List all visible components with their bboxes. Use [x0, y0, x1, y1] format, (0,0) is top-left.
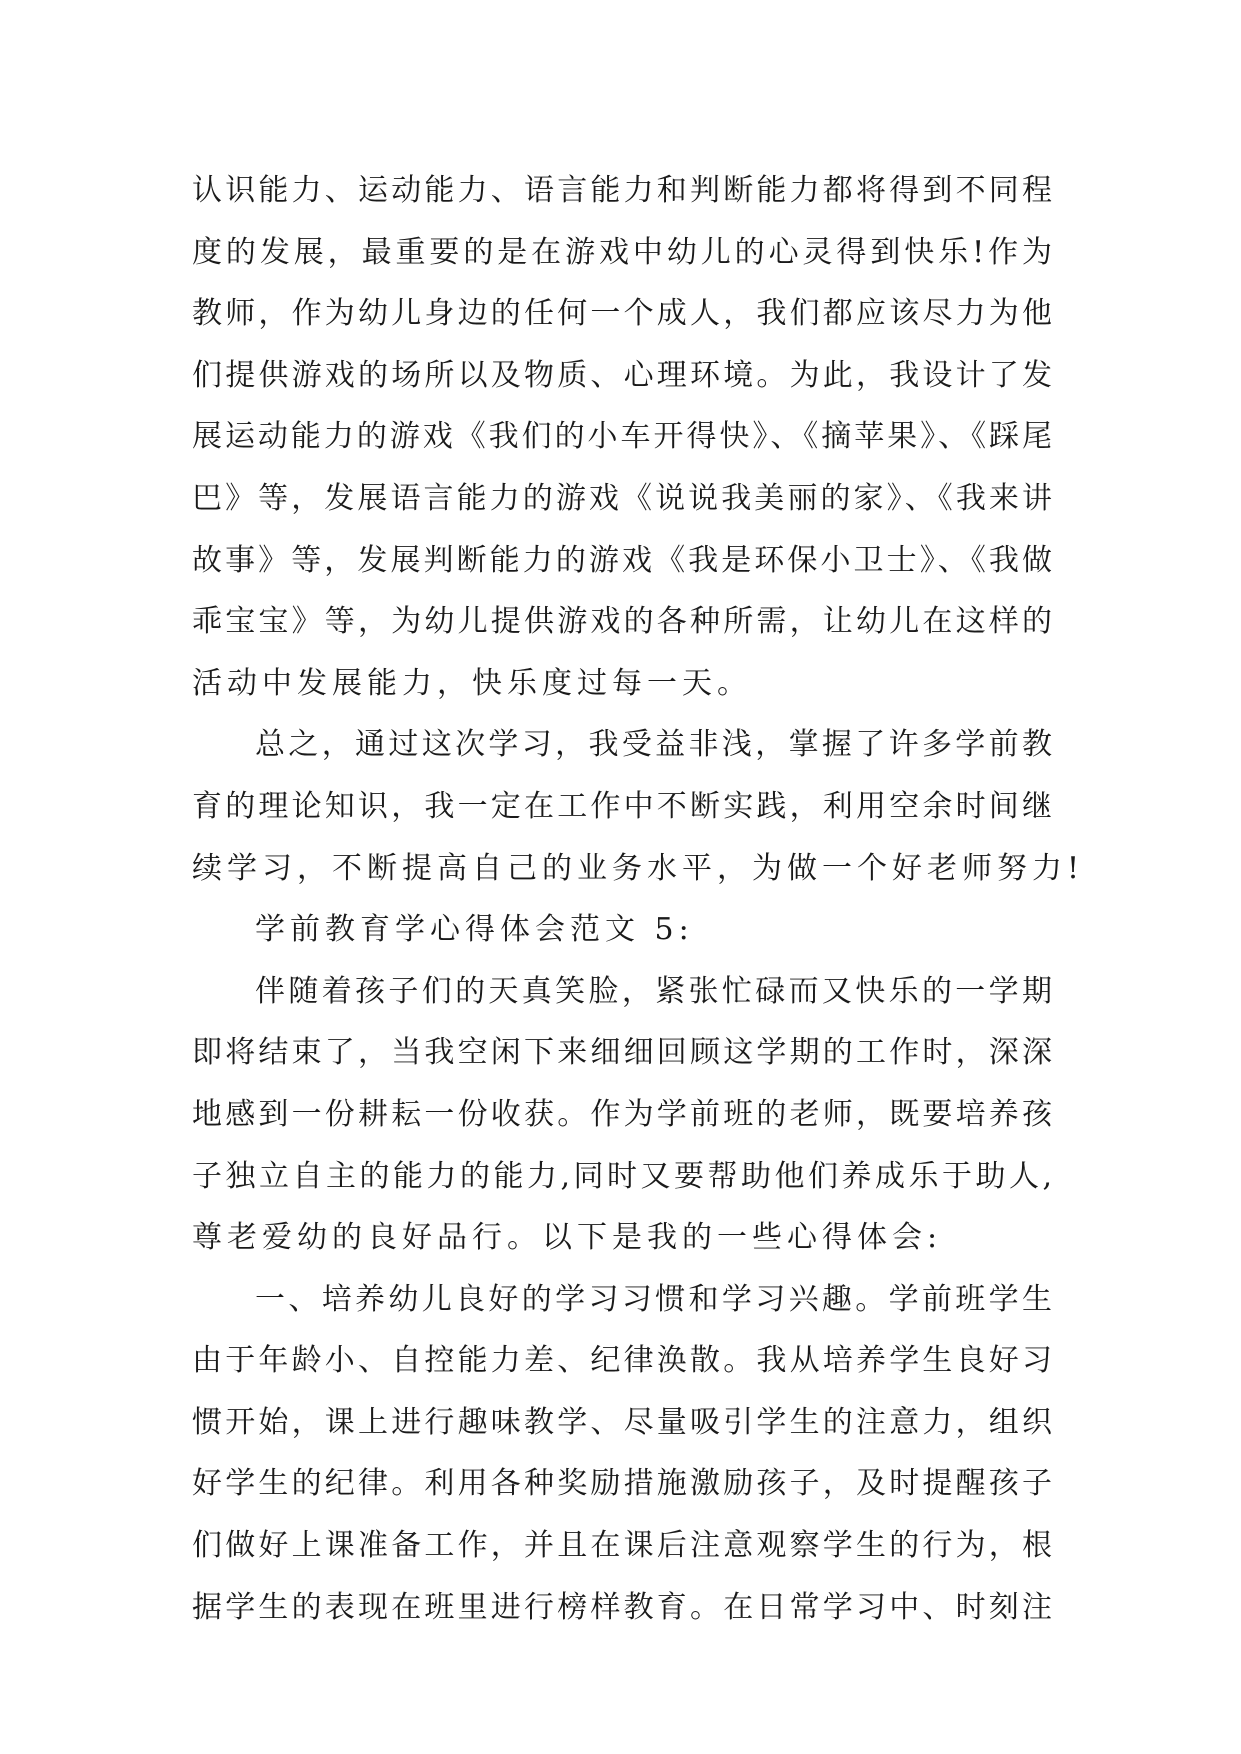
text-line: 总之，通过这次学习，我受益非浅，掌握了许多学前教 [255, 727, 1052, 763]
text-line: 故事》等，发展判断能力的游戏《我是环保小卫士》、《我做 [192, 542, 1052, 578]
text-line: 由于年龄小、自控能力差、纪律涣散。我从培养学生良好习 [192, 1343, 1052, 1379]
text-line: 教师，作为幼儿身边的任何一个成人，我们都应该尽力为他 [192, 296, 1052, 332]
text-line: 乖宝宝》等，为幼儿提供游戏的各种所需，让幼儿在这样的 [192, 604, 1052, 640]
text-line: 续学习，不断提高自己的业务水平，为做一个好老师努力! [192, 850, 1085, 886]
text-line: 们提供游戏的场所以及物质、心理环境。为此，我设计了发 [192, 357, 1052, 393]
section-heading [192, 899, 1052, 961]
text-line: 地感到一份耕耘一份收获。作为学前班的老师，既要培养孩 [192, 1096, 1052, 1132]
text-line: 活动中发展能力，快乐度过每一天。 [192, 665, 752, 701]
text-line: 尊老爱幼的良好品行。以下是我的一些心得体会: [192, 1220, 943, 1256]
text-line: 展运动能力的游戏《我们的小车开得快》、《摘苹果》、《踩尾 [192, 419, 1052, 455]
text-line: 认识能力、运动能力、语言能力和判断能力都将得到不同程 [192, 173, 1052, 208]
text-line: 度的发展，最重要的是在游戏中幼儿的心灵得到快乐!作为 [192, 234, 1052, 270]
text-line: 惯开始，课上进行趣味教学、尽量吸引学生的注意力，组织 [192, 1404, 1052, 1440]
paragraph-4 [192, 1269, 1052, 1639]
text-line: 育的理论知识，我一定在工作中不断实践，利用空余时间继 [192, 788, 1052, 824]
text-line: 子独立自主的能力的能力,同时又要帮助他们养成乐于助人, [192, 1158, 1052, 1194]
text-line: 伴随着孩子们的天真笑脸，紧张忙碌而又快乐的一学期 [255, 973, 1052, 1009]
text-line: 一、培养幼儿良好的学习习惯和学习兴趣。学前班学生 [255, 1281, 1052, 1317]
paragraph-1 [192, 160, 1052, 714]
text-line: 们做好上课准备工作，并且在课后注意观察学生的行为，根 [192, 1528, 1052, 1564]
text-line: 好学生的纪律。利用各种奖励措施激励孩子，及时提醒孩子 [192, 1466, 1052, 1502]
paragraph-3 [192, 961, 1052, 1269]
text-line: 巴》等，发展语言能力的游戏《说说我美丽的家》、《我来讲 [192, 480, 1052, 516]
text-line: 即将结束了，当我空闲下来细细回顾这学期的工作时，深深 [192, 1035, 1052, 1071]
paragraph-2 [192, 714, 1085, 899]
document-body [192, 160, 1085, 1638]
section-heading-text: 学前教育学心得体会范文 5: [255, 912, 694, 948]
text-line: 据学生的表现在班里进行榜样教育。在日常学习中、时刻注 [192, 1589, 1052, 1625]
